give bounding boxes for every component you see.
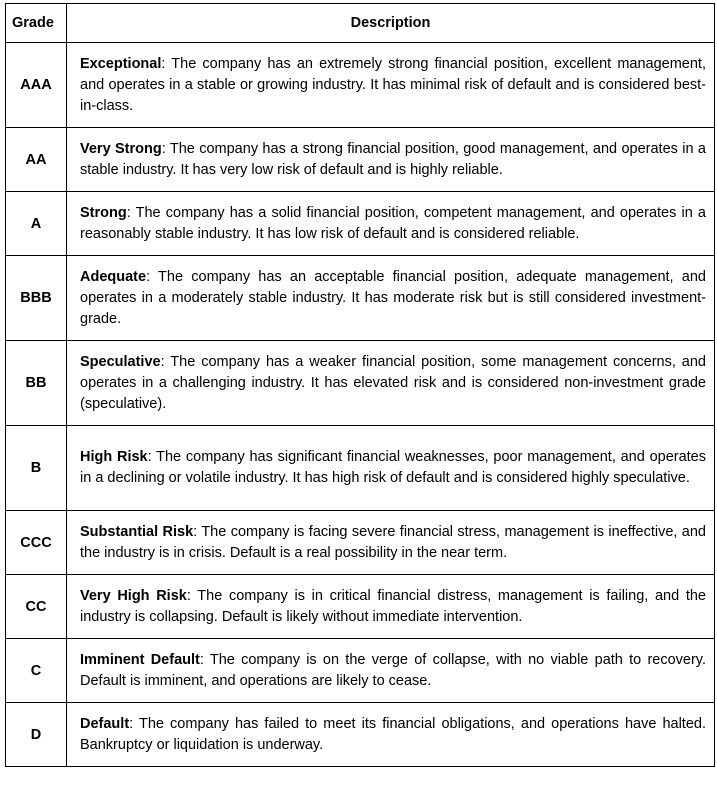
table-row [6,575,715,639]
rating-description-text: : The company has a weaker financial position, some management concerns, and operates in a challenging industry. It has elevated risk and is considered non-investment grade (speculative). [80,353,706,412]
description-cell [67,639,715,703]
rating-title: Adequate [80,268,147,285]
rating-description-text: : The company has an extremely strong financial position, excellent management, and operates in a stable or growing industry. It has minimal risk of default and is considered best-in-class. [80,55,706,114]
rating-description-text: : The company has an acceptable financial position, adequate management, and operates in a moderately stable industry. It has moderate risk but is still considered investment-grade. [80,268,706,327]
credit-rating-table-container [5,3,714,767]
table-row [6,426,715,511]
table-row [6,703,715,767]
grade-cell: D [6,703,67,767]
grade-cell: AAA [6,43,67,128]
description-cell [67,426,715,511]
rating-title: Strong [80,204,127,221]
table-header-row [6,4,715,43]
grade-column-header: Grade [6,4,67,43]
table-row [6,511,715,575]
rating-description-text: : The company has a strong financial position, good management, and operates in a stable industry. It has very low risk of default and is highly reliable. [80,140,706,178]
grade-cell: CCC [6,511,67,575]
rating-title: Imminent Default [80,651,200,668]
rating-title: Very Strong [80,140,162,157]
grade-cell: BBB [6,256,67,341]
description-cell [67,511,715,575]
rating-title: Substantial Risk [80,523,194,540]
table-row [6,341,715,426]
grade-cell: C [6,639,67,703]
table-row [6,192,715,256]
description-cell [67,341,715,426]
table-row [6,639,715,703]
description-cell [67,575,715,639]
table-row [6,256,715,341]
description-column-header: Description [67,4,715,43]
table-row [6,43,715,128]
grade-cell: BB [6,341,67,426]
rating-description-text: : The company has a solid financial position, competent management, and operates in a reasonably stable industry. It has low risk of default and is considered reliable. [80,204,706,242]
rating-description-text: : The company is facing severe financial stress, management is ineffective, and the industry is in crisis. Default is a real possibility in the near term. [80,523,706,561]
grade-cell: CC [6,575,67,639]
rating-description-text: : The company has significant financial weaknesses, poor management, and operates in a declining or volatile industry. It has high risk of default and is considered highly speculative. [80,449,706,486]
description-cell [67,256,715,341]
rating-description-text: : The company is in critical financial distress, management is failing, and the industry is collapsing. Default is likely without immediate intervention. [80,587,706,625]
grade-cell: A [6,192,67,256]
rating-description-text: : The company is on the verge of collapse, with no viable path to recovery. Default is imminent, and operations are likely to cease. [80,651,706,689]
description-cell [67,128,715,192]
description-cell [67,703,715,767]
credit-rating-table [5,3,715,767]
grade-cell: B [6,426,67,511]
rating-title: Default [80,715,130,732]
description-cell [67,43,715,128]
rating-title: Speculative [80,353,161,370]
table-body [6,43,715,767]
rating-title: High Risk [80,449,148,465]
grade-cell: AA [6,128,67,192]
table-row [6,128,715,192]
rating-title: Exceptional [80,55,162,72]
rating-title: Very High Risk [80,587,187,604]
rating-description-text: : The company has failed to meet its financial obligations, and operations have halted. Bankruptcy or liquidation is underway. [80,715,706,753]
description-cell [67,192,715,256]
